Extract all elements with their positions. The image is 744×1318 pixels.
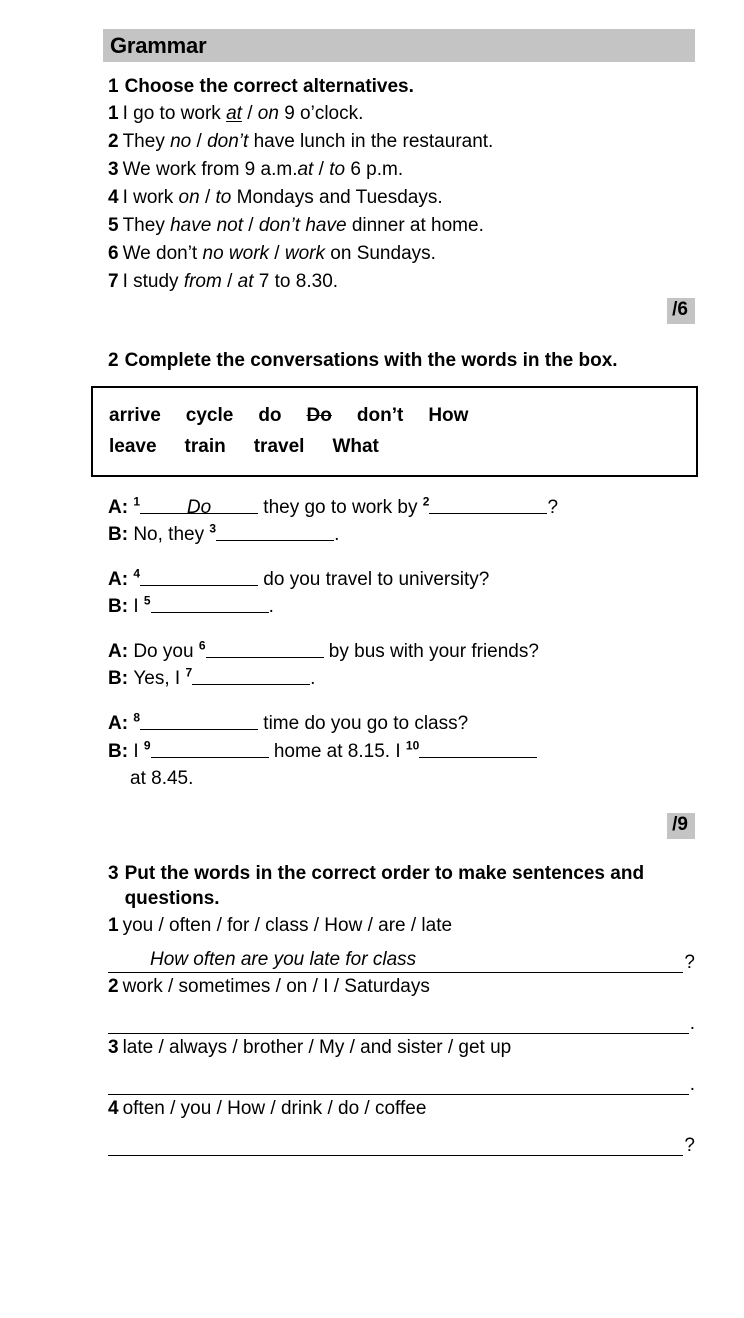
word-bank-item[interactable]: do [258,404,282,426]
exercise-3-item [103,912,695,973]
word-bank-item[interactable]: How [428,404,469,426]
item-text: They [122,131,171,153]
word-bank-item[interactable]: Do [306,404,332,426]
scrambled-words-text: late / always / brother / My / and sister / get up [122,1036,512,1058]
item-number: 7 [108,270,119,292]
answer-blank-filled[interactable]: Do [140,494,258,514]
word-bank-box [91,386,698,477]
conversation-block [103,638,695,693]
answer-blank[interactable] [429,497,547,514]
spacer [103,326,695,348]
item-text: I study [122,270,184,292]
exercise-2-score-badge: /9 [667,813,695,839]
exercise-1-item [103,240,695,268]
item-text: on Sundays. [325,242,436,264]
option-separator: / [199,187,216,209]
word-bank-item[interactable]: don’t [356,404,404,426]
line-text: they go to work by [258,496,423,518]
conversation-block [103,710,695,793]
alternative-option[interactable]: to [329,159,346,181]
worksheet-content [103,29,695,1156]
answer-rule[interactable] [108,1130,683,1156]
exercise-3-item [103,1095,695,1156]
item-text: They [122,214,171,236]
exercise-3-heading [103,861,695,912]
scrambled-words [108,912,695,940]
option-separator: / [221,270,238,292]
word-bank-item[interactable]: travel [253,436,305,458]
line-text: time do you go to class? [258,712,469,734]
exercise-2-instruction: Complete the conversations with the words in the box. [124,349,618,371]
alternative-option[interactable]: no [170,131,192,153]
item-text: I go to work [122,103,227,125]
conversation-line [108,710,695,738]
word-bank-item[interactable]: arrive [109,404,161,426]
exercise-1-score-row [103,296,695,326]
word-bank-row-2 [109,431,696,462]
item-text: 6 p.m. [345,159,404,181]
answer-line [108,1001,695,1034]
exercise-1-item [103,184,695,212]
answer-blank[interactable] [151,596,269,613]
conversation-continuation [108,768,193,789]
conversation-line [108,494,695,522]
exercise-2-number: 2 [108,349,119,371]
exercise-1-item [103,128,695,156]
blank-number: 3 [209,521,217,536]
blank-number: 10 [405,738,420,753]
answer-blank[interactable] [140,713,258,730]
item-text: have lunch in the restaurant. [248,131,494,153]
alternative-option[interactable]: from [183,270,222,292]
alternative-option[interactable]: on [257,103,279,125]
exercise-1-item [103,100,695,128]
spacer [103,374,695,386]
answer-blank[interactable] [140,569,258,586]
blank-number: 9 [143,738,151,753]
line-text: . [310,668,316,690]
alternative-option[interactable]: don’t have [258,214,347,236]
exercise-1-items [103,100,695,295]
option-separator: / [243,214,259,236]
alternative-option[interactable]: work [284,242,325,264]
blank-number: 5 [143,593,151,608]
item-text: We work from 9 a.m. [122,159,298,181]
answer-blank[interactable] [216,524,334,541]
conversation-line [108,521,695,549]
item-text: I work [122,187,179,209]
scrambled-words [108,1095,695,1123]
scrambled-words [108,1034,695,1062]
item-number: 4 [108,187,119,209]
conversation-line [108,638,695,666]
item-number: 1 [108,103,119,125]
exercise-3-number: 3 [108,862,119,884]
item-text: dinner at home. [346,214,484,236]
conversation-line [108,593,695,621]
word-bank-item[interactable]: train [184,436,226,458]
blank-number: 8 [133,710,141,725]
answer-blank[interactable] [419,741,537,758]
speaker-label: A: [108,640,134,662]
answer-blank[interactable] [206,641,324,658]
answer-text: How often are you late for class [150,949,417,971]
speaker-label: B: [108,740,134,762]
word-bank-item[interactable]: What [332,436,379,458]
exercise-3-instruction: Put the words in the correct order to make sentences and questions. [124,862,645,909]
scrambled-words-text: often / you / How / drink / do / coffee [122,1097,427,1119]
line-text: . [268,596,274,618]
speaker-label: B: [108,524,134,546]
line-text: ? [547,496,559,518]
speaker-label: A: [108,712,134,734]
line-text: Do you [133,640,199,662]
option-separator: / [313,159,330,181]
item-text: 7 to 8.30. [253,270,339,292]
item-number: 3 [108,159,119,181]
line-text: home at 8.15. I [268,740,406,762]
exercise-3-item [103,1034,695,1095]
answer-line [108,940,695,973]
item-text: We don’t [122,242,203,264]
conversation-block [103,566,695,621]
exercise-3-items [103,912,695,1156]
answer-punctuation: . [689,1073,695,1095]
scrambled-words-text: work / sometimes / on / I / Saturdays [122,976,430,998]
alternative-option[interactable]: at [297,159,314,181]
conversation-line [108,665,695,693]
exercise-1-number: 1 [108,76,119,97]
alternative-option[interactable]: at [237,270,254,292]
answer-punctuation: ? [684,1134,695,1156]
blank-number: 6 [198,638,206,653]
word-bank-row-1 [109,400,696,431]
alternative-option[interactable]: to [215,187,232,209]
alternative-option[interactable]: no work [202,242,270,264]
alternative-option[interactable]: don’t [207,131,249,153]
item-number: 3 [108,1036,119,1058]
blank-number: 7 [185,666,193,681]
conversation-line [108,566,695,594]
answer-rule[interactable] [108,947,683,973]
speaker-label: A: [108,496,134,518]
item-number: 4 [108,1097,119,1119]
scrambled-words [108,973,695,1001]
section-header-band [103,29,695,62]
alternative-option[interactable]: have not [170,214,244,236]
exercise-1-heading [103,74,695,99]
blank-number: 2 [422,494,430,509]
item-number: 2 [108,131,119,153]
exercise-1-instruction: Choose the correct alternatives. [124,76,414,97]
item-text: Mondays and Tuesdays. [231,187,443,209]
exercise-2-heading [103,348,695,373]
blank-number: 4 [133,566,141,581]
conversation-line [108,765,695,793]
line-text: I [133,740,144,762]
word-bank-item[interactable]: cycle [185,404,234,426]
exercise-1-item [103,268,695,296]
item-text: 9 o’clock. [278,103,364,125]
option-separator: / [269,242,285,264]
spacer [103,841,695,861]
exercise-2-score-row [103,811,695,841]
exercise-1-item [103,156,695,184]
item-number: 5 [108,214,119,236]
option-separator: / [241,103,258,125]
answer-rule[interactable] [108,1069,689,1095]
exercise-1-score-badge: /6 [667,298,695,324]
conversation-line [108,738,695,766]
speaker-label: A: [108,568,134,590]
option-separator: / [191,131,208,153]
answer-line [108,1062,695,1095]
exercise-3-item [103,973,695,1034]
alternative-option[interactable]: on [178,187,200,209]
answer-punctuation: . [689,1012,695,1034]
section-title: Grammar [110,32,207,58]
answer-blank[interactable] [192,668,310,685]
blank-number: 1 [133,494,141,509]
exercise-1-item [103,212,695,240]
exercise-2-conversations [103,494,695,793]
line-text: No, they [133,524,210,546]
line-text: Yes, I [133,668,186,690]
scrambled-words-text: you / often / for / class / How / are / late [122,915,453,937]
answer-line [108,1123,695,1156]
line-text: by bus with your friends? [323,640,539,662]
conversation-block [103,494,695,549]
answer-rule[interactable] [108,1008,689,1034]
line-text: do you travel to university? [258,568,490,590]
item-number: 1 [108,915,119,937]
line-text: . [334,524,340,546]
answer-blank[interactable] [151,741,269,758]
line-text: at 8.45. [130,768,194,790]
item-number: 6 [108,242,119,264]
word-bank-item[interactable]: leave [109,436,157,458]
speaker-label: B: [108,668,134,690]
line-text: I [133,596,144,618]
item-number: 2 [108,976,119,998]
alternative-option[interactable]: at [226,103,242,125]
answer-punctuation: ? [684,952,695,974]
speaker-label: B: [108,596,134,618]
